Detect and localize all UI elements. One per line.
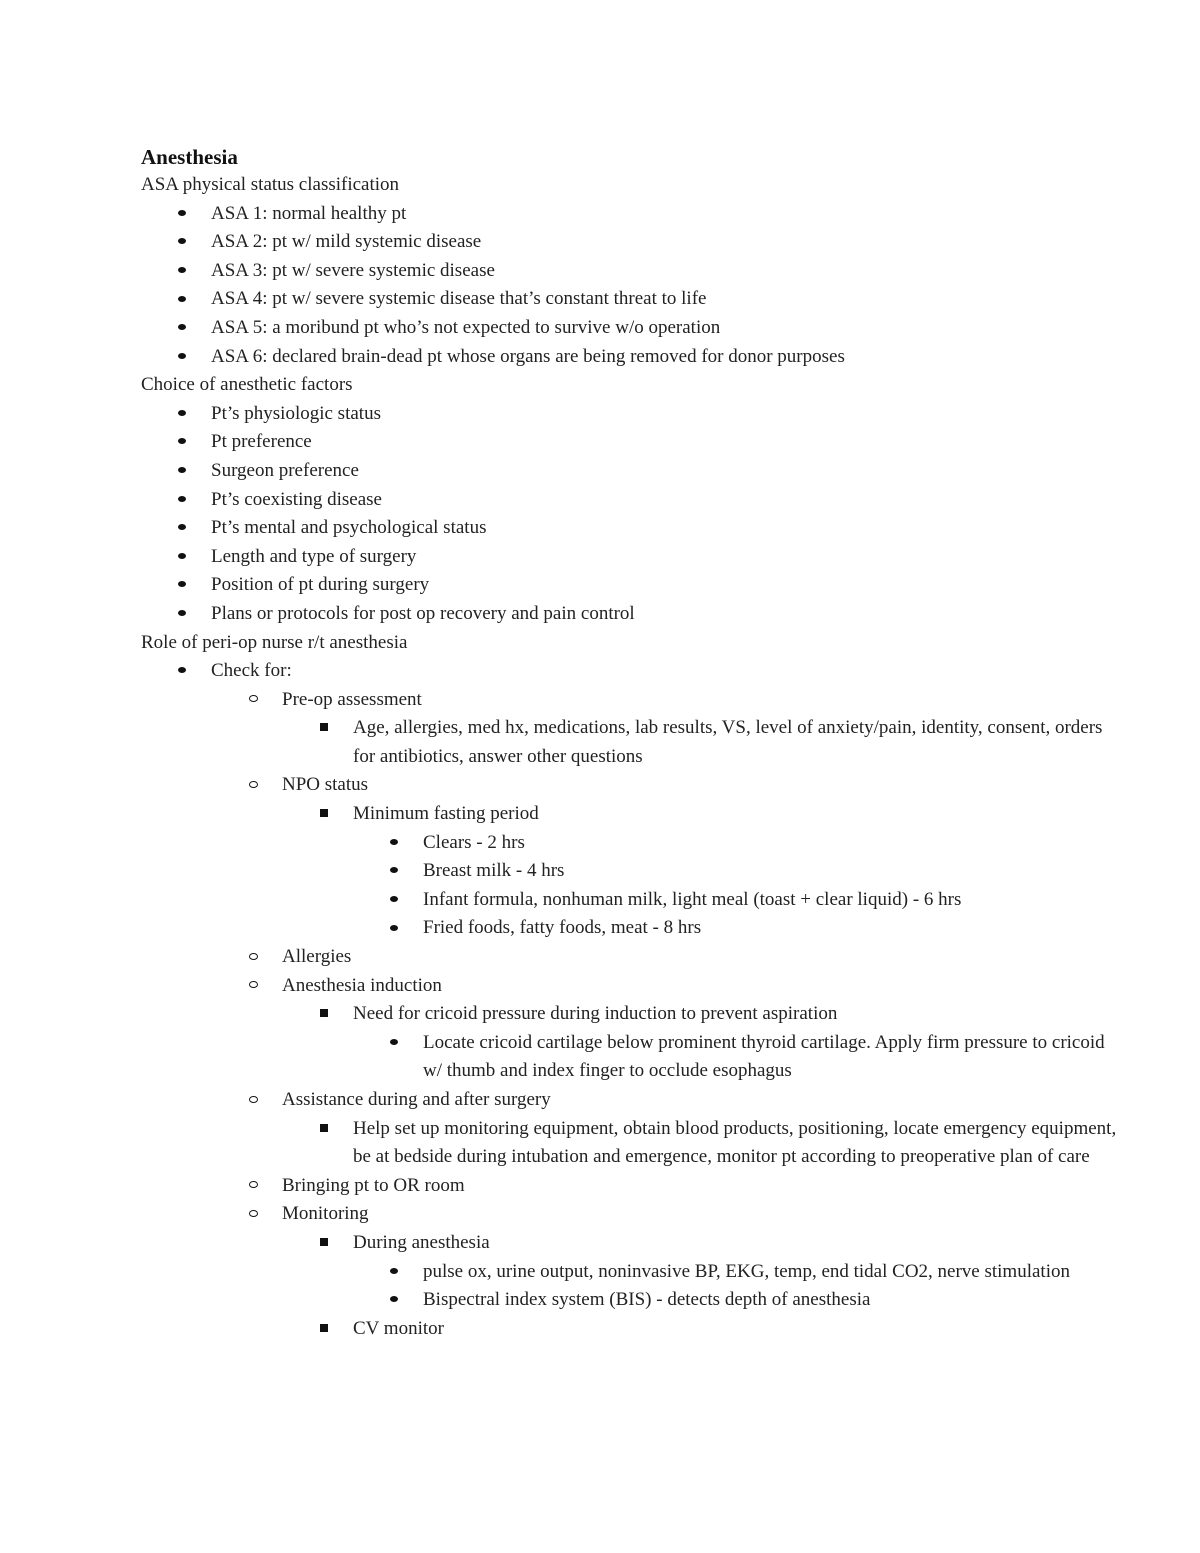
bullet-icon — [388, 1286, 400, 1315]
list-item: Check for: — [141, 657, 1121, 686]
list-item: Pt’s mental and psychological status — [141, 514, 1121, 543]
list-item: Breast milk - 4 hrs — [141, 857, 1121, 886]
square-bullet-icon — [318, 1115, 330, 1144]
circle-bullet-icon — [247, 1200, 259, 1229]
list-item: Anesthesia induction — [141, 972, 1121, 1001]
section-heading-choice: Choice of anesthetic factors — [141, 374, 353, 396]
list-item: Monitoring — [141, 1200, 1121, 1229]
list-item: Pt preference — [141, 428, 1121, 457]
section-heading-role: Role of peri-op nurse r/t anesthesia — [141, 631, 408, 653]
circle-bullet-icon — [247, 1172, 259, 1201]
list-item: ASA 2: pt w/ mild systemic disease — [141, 228, 1121, 257]
list-item: During anesthesia — [141, 1229, 1121, 1258]
bullet-icon — [176, 257, 188, 286]
list-item: Fried foods, fatty foods, meat - 8 hrs — [141, 914, 1121, 943]
bullet-icon — [388, 829, 400, 858]
square-bullet-icon — [318, 1000, 330, 1029]
page-title: Anesthesia — [141, 145, 238, 169]
list-item: Help set up monitoring equipment, obtain blood products, positioning, locate emergency equipment, be at bedside during intubation and emergence, monitor pt according to preoperative plan of care — [141, 1115, 1121, 1172]
bullet-icon — [388, 886, 400, 915]
bullet-icon — [176, 285, 188, 314]
list-item: Age, allergies, med hx, medications, lab results, VS, level of anxiety/pain, identity, consent, orders for antibiotics, answer other questions — [141, 714, 1121, 771]
bullet-icon — [176, 571, 188, 600]
circle-bullet-icon — [247, 771, 259, 800]
list-item: Surgeon preference — [141, 457, 1121, 486]
square-bullet-icon — [318, 800, 330, 829]
circle-bullet-icon — [247, 972, 259, 1001]
bullet-icon — [176, 657, 188, 686]
bullet-icon — [176, 343, 188, 372]
list-item: ASA 4: pt w/ severe systemic disease that’s constant threat to life — [141, 285, 1121, 314]
list-item: Need for cricoid pressure during induction to prevent aspiration — [141, 1000, 1121, 1029]
list-item: Assistance during and after surgery — [141, 1086, 1121, 1115]
list-item: Infant formula, nonhuman milk, light meal (toast + clear liquid) - 6 hrs — [141, 886, 1121, 915]
bullet-icon — [388, 914, 400, 943]
square-bullet-icon — [318, 1229, 330, 1258]
bullet-icon — [176, 228, 188, 257]
list-item: pulse ox, urine output, noninvasive BP, EKG, temp, end tidal CO2, nerve stimulation — [141, 1258, 1121, 1287]
circle-bullet-icon — [247, 1086, 259, 1115]
list-item: Pre-op assessment — [141, 686, 1121, 715]
list-item: Clears - 2 hrs — [141, 829, 1121, 858]
list-item: Pt’s physiologic status — [141, 400, 1121, 429]
circle-bullet-icon — [247, 943, 259, 972]
list-item: ASA 3: pt w/ severe systemic disease — [141, 257, 1121, 286]
list-item: Pt’s coexisting disease — [141, 486, 1121, 515]
list-item: ASA 6: declared brain-dead pt whose organs are being removed for donor purposes — [141, 343, 1121, 372]
bullet-icon — [176, 428, 188, 457]
section-heading-asa: ASA physical status classification — [141, 174, 400, 195]
list-item: Minimum fasting period — [141, 800, 1121, 829]
bullet-icon — [176, 314, 188, 343]
list-item: CV monitor — [141, 1315, 1121, 1344]
circle-bullet-icon — [247, 686, 259, 715]
bullet-icon — [388, 857, 400, 886]
list-item: Bringing pt to OR room — [141, 1172, 1121, 1201]
bullet-icon — [388, 1258, 400, 1287]
bullet-icon — [176, 543, 188, 572]
bullet-icon — [176, 514, 188, 543]
square-bullet-icon — [318, 1315, 330, 1344]
bullet-icon — [176, 486, 188, 515]
list-item: Position of pt during surgery — [141, 571, 1121, 600]
bullet-icon — [176, 600, 188, 629]
list-item: Locate cricoid cartilage below prominent thyroid cartilage. Apply firm pressure to cricoid w/ thumb and index finger to occlude esophagus — [141, 1029, 1121, 1086]
bullet-icon — [176, 457, 188, 486]
list-item: NPO status — [141, 771, 1121, 800]
list-item: Bispectral index system (BIS) - detects depth of anesthesia — [141, 1286, 1121, 1315]
bullet-icon — [388, 1029, 400, 1058]
document-body — [141, 171, 1121, 1343]
list-item: ASA 1: normal healthy pt — [141, 200, 1121, 229]
bullet-icon — [176, 400, 188, 429]
list-item: ASA 5: a moribund pt who’s not expected to survive w/o operation — [141, 314, 1121, 343]
list-item: Allergies — [141, 943, 1121, 972]
square-bullet-icon — [318, 714, 330, 743]
list-item: Plans or protocols for post op recovery and pain control — [141, 600, 1121, 629]
bullet-icon — [176, 200, 188, 229]
list-item: Length and type of surgery — [141, 543, 1121, 572]
